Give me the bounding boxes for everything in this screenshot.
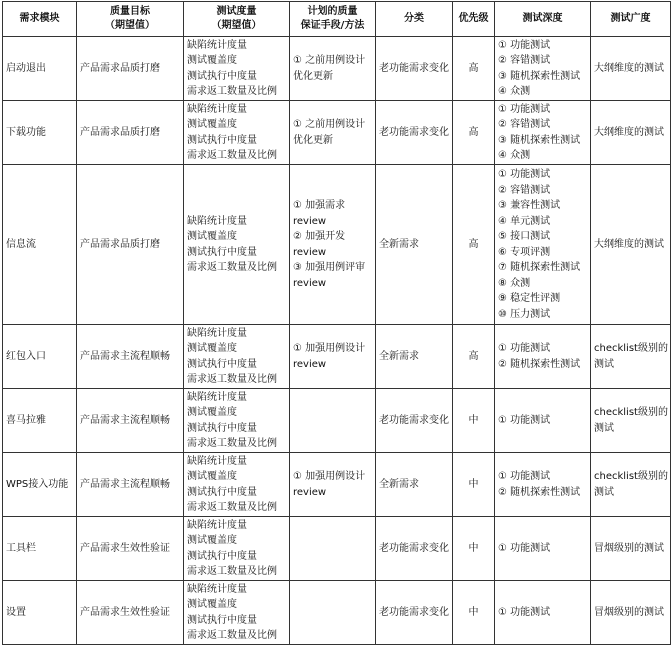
breadth-cell <box>591 517 671 581</box>
category-cell <box>376 37 453 101</box>
cell-line: ⑦ 随机探索性测试 <box>498 262 581 273</box>
priority-cell <box>453 453 495 517</box>
goal-cell <box>77 101 184 165</box>
cell-text: 下载功能 <box>6 126 46 138</box>
cell-line: 测试 <box>594 486 614 498</box>
cell-text: 工具栏 <box>6 542 36 554</box>
header-category: 分类 <box>376 2 453 37</box>
cell-line: 需求返工数量及比例 <box>187 150 277 161</box>
category-cell <box>376 101 453 165</box>
header-row <box>3 2 671 37</box>
cell-line: 测试覆盖度 <box>187 535 237 546</box>
cell-text: 高 <box>468 126 479 138</box>
depth-cell <box>495 325 591 389</box>
cell-line: 测试执行中度量 <box>187 550 257 562</box>
cell-line: 测试覆盖度 <box>187 55 237 66</box>
cell-text: 设置 <box>6 606 26 618</box>
header-module: 需求模块 <box>3 2 77 37</box>
cell-line: 大纲维度的测试 <box>594 62 664 74</box>
table-row <box>3 581 671 645</box>
module-cell <box>3 389 77 453</box>
metrics-cell <box>184 325 290 389</box>
priority-cell <box>453 101 495 165</box>
cell-line: 缺陷统计度量 <box>187 39 247 51</box>
cell-text: 中 <box>468 478 479 490</box>
cell-text: 老功能需求变化 <box>379 126 449 138</box>
priority-cell <box>453 517 495 581</box>
cell-line: 测试覆盖度 <box>187 599 237 610</box>
depth-cell <box>495 581 591 645</box>
cell-text: 产品需求生效性验证 <box>80 606 170 618</box>
cell-line: review <box>293 486 327 498</box>
cell-line: ① 加强需求 <box>293 200 346 211</box>
metrics-cell <box>184 37 290 101</box>
cell-line: 冒烟级别的测试 <box>594 542 664 554</box>
cell-line: 缺陷统计度量 <box>187 103 247 115</box>
depth-cell <box>495 37 591 101</box>
module-cell <box>3 101 77 165</box>
table-row <box>3 389 671 453</box>
metrics-cell <box>184 165 290 325</box>
breadth-cell <box>591 101 671 165</box>
cell-line: 缺陷统计度量 <box>187 327 247 339</box>
methods-cell <box>290 581 376 645</box>
cell-line: 测试覆盖度 <box>187 231 237 242</box>
category-cell <box>376 517 453 581</box>
cell-line: review <box>293 246 327 258</box>
cell-line: ⑤ 接口测试 <box>498 231 551 242</box>
cell-line: ② 随机探索性测试 <box>498 486 581 498</box>
goal-cell <box>77 37 184 101</box>
metrics-cell <box>184 389 290 453</box>
priority-cell <box>453 37 495 101</box>
goal-cell <box>77 581 184 645</box>
methods-cell <box>290 325 376 389</box>
breadth-cell <box>591 37 671 101</box>
cell-line: 需求返工数量及比例 <box>187 566 277 577</box>
category-cell <box>376 325 453 389</box>
cell-text: 产品需求品质打磨 <box>80 126 160 138</box>
cell-text: 产品需求主流程顺畅 <box>80 414 170 426</box>
cell-line: 需求返工数量及比例 <box>187 502 277 513</box>
table-row <box>3 517 671 581</box>
cell-line: ⑨ 稳定性评测 <box>498 293 561 304</box>
cell-line: ① 功能测试 <box>498 343 551 354</box>
table-row <box>3 453 671 517</box>
cell-line: 大纲维度的测试 <box>594 238 664 250</box>
module-cell <box>3 37 77 101</box>
cell-line: ② 容错测试 <box>498 55 551 66</box>
cell-line: 测试覆盖度 <box>187 471 237 482</box>
breadth-cell <box>591 325 671 389</box>
cell-line: 优化更新 <box>293 134 333 146</box>
goal-cell <box>77 325 184 389</box>
cell-line: ③ 随机探索性测试 <box>498 134 581 146</box>
cell-line: checklist级别的 <box>594 343 668 354</box>
goal-cell <box>77 517 184 581</box>
cell-line: 测试覆盖度 <box>187 119 237 130</box>
cell-line: ① 功能测试 <box>498 169 551 180</box>
cell-line: ⑧ 众测 <box>498 277 531 289</box>
cell-line: review <box>293 215 327 227</box>
cell-line: 缺陷统计度量 <box>187 455 247 467</box>
cell-line: 测试执行中度量 <box>187 246 257 258</box>
breadth-cell <box>591 165 671 325</box>
category-cell <box>376 165 453 325</box>
goal-cell <box>77 165 184 325</box>
cell-line: ④ 众测 <box>498 150 531 161</box>
table-row <box>3 37 671 101</box>
cell-text: 信息流 <box>6 238 36 250</box>
methods-cell <box>290 453 376 517</box>
cell-line: ⑩ 压力测试 <box>498 308 551 320</box>
breadth-cell <box>591 389 671 453</box>
cell-line: ① 功能测试 <box>498 542 551 554</box>
cell-line: 冒烟级别的测试 <box>594 606 664 618</box>
module-cell <box>3 453 77 517</box>
table-row <box>3 165 671 325</box>
cell-line: ② 容错测试 <box>498 119 551 130</box>
table-body <box>3 37 671 645</box>
goal-cell <box>77 453 184 517</box>
module-cell <box>3 581 77 645</box>
cell-text: 产品需求生效性验证 <box>80 542 170 554</box>
methods-cell <box>290 517 376 581</box>
depth-cell <box>495 165 591 325</box>
cell-line: ③ 兼容性测试 <box>498 200 561 211</box>
cell-line: 缺陷统计度量 <box>187 519 247 531</box>
cell-line: 测试 <box>594 358 614 370</box>
metrics-cell <box>184 453 290 517</box>
cell-line: 优化更新 <box>293 70 333 82</box>
cell-text: 中 <box>468 414 479 426</box>
cell-line: 测试覆盖度 <box>187 407 237 418</box>
cell-line: review <box>293 277 327 289</box>
breadth-cell <box>591 453 671 517</box>
depth-cell <box>495 389 591 453</box>
priority-cell <box>453 389 495 453</box>
category-cell <box>376 453 453 517</box>
methods-cell <box>290 37 376 101</box>
cell-text: WPS接入功能 <box>6 478 69 490</box>
cell-text: 高 <box>468 238 479 250</box>
methods-cell <box>290 165 376 325</box>
cell-line: 测试 <box>594 422 614 434</box>
cell-line: 需求返工数量及比例 <box>187 374 277 385</box>
cell-line: ③ 随机探索性测试 <box>498 70 581 82</box>
cell-line: ① 之前用例设计 <box>293 119 366 130</box>
cell-text: 老功能需求变化 <box>379 414 449 426</box>
cell-line: ⑥ 专项评测 <box>498 246 551 258</box>
quality-plan-table <box>2 1 671 645</box>
cell-line: 缺陷统计度量 <box>187 215 247 227</box>
cell-line: ① 加强用例设计 <box>293 343 366 354</box>
cell-line: ① 功能测试 <box>498 103 551 115</box>
cell-line: 需求返工数量及比例 <box>187 438 277 449</box>
priority-cell <box>453 325 495 389</box>
module-cell <box>3 165 77 325</box>
priority-cell <box>453 165 495 325</box>
metrics-cell <box>184 101 290 165</box>
cell-line: 测试执行中度量 <box>187 422 257 434</box>
cell-line: review <box>293 358 327 370</box>
cell-text: 高 <box>468 62 479 74</box>
cell-line: 大纲维度的测试 <box>594 126 664 138</box>
cell-line: 测试执行中度量 <box>187 134 257 146</box>
goal-cell <box>77 389 184 453</box>
cell-text: 中 <box>468 542 479 554</box>
cell-line: 测试执行中度量 <box>187 358 257 370</box>
cell-line: checklist级别的 <box>594 407 668 418</box>
header-methods: 计划的质量 保证手段/方法 <box>290 2 376 37</box>
header-breadth: 测试广度 <box>591 2 671 37</box>
cell-line: 缺陷统计度量 <box>187 391 247 403</box>
depth-cell <box>495 517 591 581</box>
cell-line: ③ 加强用例评审 <box>293 262 366 273</box>
cell-text: 产品需求主流程顺畅 <box>80 350 170 362</box>
table-row <box>3 325 671 389</box>
cell-line: 需求返工数量及比例 <box>187 630 277 641</box>
metrics-cell <box>184 581 290 645</box>
cell-text: 老功能需求变化 <box>379 542 449 554</box>
depth-cell <box>495 101 591 165</box>
cell-text: 产品需求主流程顺畅 <box>80 478 170 490</box>
methods-cell <box>290 389 376 453</box>
module-cell <box>3 517 77 581</box>
cell-text: 喜马拉雅 <box>6 414 46 426</box>
cell-line: ① 加强用例设计 <box>293 471 366 482</box>
cell-line: ① 功能测试 <box>498 39 551 51</box>
cell-text: 全新需求 <box>379 238 419 250</box>
cell-line: 需求返工数量及比例 <box>187 86 277 97</box>
table-row <box>3 101 671 165</box>
cell-line: ① 功能测试 <box>498 414 551 426</box>
header-depth: 测试深度 <box>495 2 591 37</box>
header-metrics: 测试度量 （期望值） <box>184 2 290 37</box>
cell-text: 老功能需求变化 <box>379 606 449 618</box>
cell-line: checklist级别的 <box>594 471 668 482</box>
cell-line: 测试执行中度量 <box>187 614 257 626</box>
cell-line: ② 加强开发 <box>293 231 346 242</box>
cell-line: ② 容错测试 <box>498 184 551 196</box>
cell-text: 高 <box>468 350 479 362</box>
module-cell <box>3 325 77 389</box>
cell-text: 中 <box>468 606 479 618</box>
cell-line: 需求返工数量及比例 <box>187 262 277 273</box>
cell-line: ② 随机探索性测试 <box>498 358 581 370</box>
methods-cell <box>290 101 376 165</box>
header-goal: 质量目标 （期望值） <box>77 2 184 37</box>
cell-line: ④ 单元测试 <box>498 215 551 227</box>
category-cell <box>376 581 453 645</box>
metrics-cell <box>184 517 290 581</box>
cell-line: 测试覆盖度 <box>187 343 237 354</box>
cell-line: ④ 众测 <box>498 86 531 97</box>
breadth-cell <box>591 581 671 645</box>
category-cell <box>376 389 453 453</box>
cell-line: 缺陷统计度量 <box>187 583 247 595</box>
cell-text: 产品需求品质打磨 <box>80 62 160 74</box>
cell-text: 全新需求 <box>379 478 419 490</box>
cell-line: 测试执行中度量 <box>187 486 257 498</box>
cell-line: ① 之前用例设计 <box>293 55 366 66</box>
cell-line: ① 功能测试 <box>498 606 551 618</box>
cell-text: 产品需求品质打磨 <box>80 238 160 250</box>
header-priority: 优先级 <box>453 2 495 37</box>
priority-cell <box>453 581 495 645</box>
cell-line: 测试执行中度量 <box>187 70 257 82</box>
cell-text: 红包入口 <box>6 350 46 362</box>
cell-text: 启动退出 <box>6 62 46 74</box>
cell-line: ① 功能测试 <box>498 471 551 482</box>
depth-cell <box>495 453 591 517</box>
cell-text: 老功能需求变化 <box>379 62 449 74</box>
cell-text: 全新需求 <box>379 350 419 362</box>
